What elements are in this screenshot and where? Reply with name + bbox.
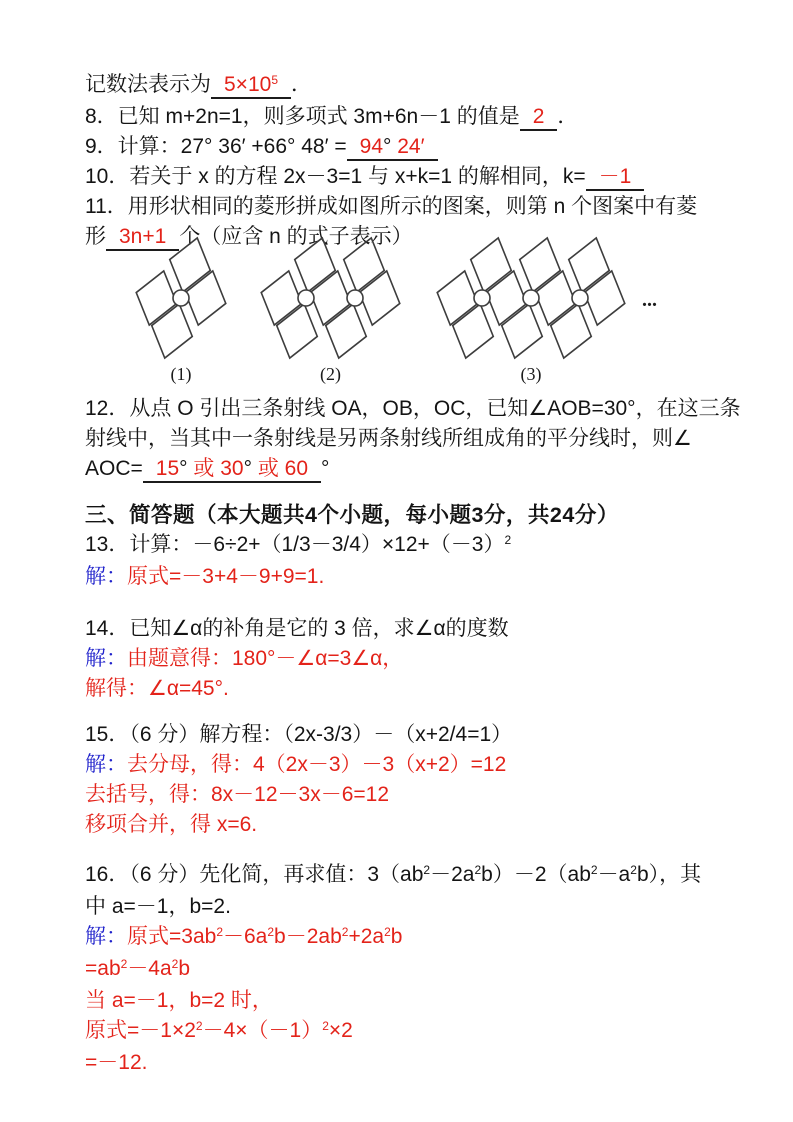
- text-segment: b: [390, 925, 403, 948]
- text-segment: 14．已知∠α的补角是它的 3 倍，求∠α的度数: [85, 617, 509, 640]
- text-segment: ．: [557, 105, 579, 128]
- text-segment: －1: [598, 165, 632, 188]
- q11-line-1: [85, 192, 735, 222]
- answer-blank: [520, 105, 558, 131]
- superscript-text: 2: [171, 957, 179, 971]
- rhombus-pattern-svg: [85, 236, 717, 386]
- text-segment: 原式=3ab: [127, 925, 217, 948]
- text-segment: 射线中，当其中一条射线是另两条射线所组成角的平分线时，则∠: [85, 427, 692, 450]
- text-segment: 15．（6 分）解方程：（2x-3/3）－（x+2/4=1）: [85, 723, 513, 746]
- text-segment: －4×（－1）: [202, 1019, 323, 1042]
- superscript-text: 2: [423, 863, 431, 877]
- hub-circle: [298, 290, 314, 306]
- superscript-text: 2: [504, 533, 512, 547]
- text-segment: －4a: [127, 957, 172, 980]
- superscript-text: 2: [590, 863, 598, 877]
- q16-solution-3: [85, 986, 735, 1016]
- text-segment: 解：: [85, 753, 127, 776]
- text-segment: =－12.: [85, 1051, 148, 1074]
- text-segment: ′: [420, 135, 425, 158]
- superscript-text: 2: [341, 925, 349, 939]
- text-segment: °: [243, 457, 258, 480]
- text-segment: 三、简答题（本大题共4个小题，每小题3分，共24分）: [85, 503, 619, 527]
- superscript-text: 2: [630, 863, 637, 877]
- q12-line-2: [85, 424, 735, 454]
- text-segment: 当 a=－1，b=2 时，: [85, 989, 273, 1012]
- text-segment: ×2: [328, 1019, 353, 1042]
- q16-solution-5: [85, 1048, 735, 1078]
- text-segment: ．: [291, 73, 312, 96]
- section-3-heading: [85, 500, 735, 530]
- text-segment: 9．计算：27° 36′ +66° 48′ =: [85, 135, 347, 158]
- superscript-text: 5: [271, 73, 278, 87]
- text-segment: －6a: [223, 925, 268, 948]
- text-segment: 解得：∠α=45°.: [85, 677, 229, 700]
- q15-solution-3: [85, 810, 735, 840]
- q8-line: [85, 102, 735, 132]
- q16-line-1: [85, 860, 735, 892]
- figure-label: (3): [520, 364, 542, 384]
- q14-line: [85, 614, 735, 644]
- figure-label: (1): [170, 364, 192, 384]
- text-segment: 个（应含 n 的式子表示）: [179, 225, 413, 248]
- answer-blank: [143, 457, 321, 483]
- hub-circle: [173, 290, 189, 306]
- text-segment: 由题意得：180°－∠α=3∠α，: [127, 647, 404, 670]
- q16-line-2: [85, 892, 735, 922]
- q9-line: [85, 132, 735, 162]
- text-segment: °: [383, 135, 398, 158]
- text-segment: °: [179, 457, 194, 480]
- q12-line-1: [85, 394, 741, 424]
- superscript-text: 2: [120, 957, 128, 971]
- superscript-text: 2: [216, 925, 223, 939]
- text-segment: 形: [85, 225, 106, 248]
- superscript-text: 2: [195, 1019, 203, 1033]
- text-segment: 11．用形状相同的菱形拼成如图所示的图案，则第 n 个图案中有菱: [85, 195, 698, 218]
- text-segment: 原式=－1×2: [85, 1019, 196, 1042]
- q16-solution-4: [85, 1016, 735, 1048]
- text-segment: 24: [397, 135, 421, 158]
- answer-blank: [586, 165, 645, 191]
- q13-line: [85, 530, 735, 562]
- superscript-text: 2: [322, 1019, 329, 1033]
- q15-line: [85, 720, 735, 750]
- text-segment: b: [178, 957, 191, 980]
- text-segment: b－2ab: [274, 925, 342, 948]
- text-segment: 中 a=－1，b=2.: [85, 895, 231, 918]
- text-segment: 解：: [85, 647, 127, 670]
- hub-circle: [474, 290, 490, 306]
- q10-line: [85, 162, 735, 192]
- q11-pattern-figure: [85, 236, 735, 392]
- text-segment: －a: [597, 863, 631, 886]
- hub-circle: [523, 290, 539, 306]
- text-segment: 解：: [85, 565, 127, 588]
- ellipsis-text: ...: [642, 289, 657, 311]
- answer-blank: [347, 135, 438, 161]
- q13-solution: [85, 562, 735, 592]
- text-segment: 记数法表示为: [85, 73, 211, 96]
- superscript-text: 2: [384, 925, 391, 939]
- text-segment: 16．（6 分）先化简，再求值：3（ab: [85, 863, 424, 886]
- text-segment: 94: [359, 135, 384, 158]
- q16-solution-2: [85, 954, 735, 986]
- text-segment: °: [321, 457, 330, 480]
- q14-solution-2: [85, 674, 735, 704]
- text-segment: 13．计算：－6÷2+（1/3－3/4）×12+（－3）: [85, 533, 505, 556]
- answer-blank: [211, 73, 291, 99]
- hub-circle: [572, 290, 588, 306]
- q16-solution-1: [85, 922, 735, 954]
- text-segment: 3n+1: [119, 225, 167, 248]
- text-segment: 8．已知 m+2n=1，则多项式 3m+6n－1 的值是: [85, 105, 520, 128]
- text-segment: +2a: [348, 925, 385, 948]
- q7-answer-line: [85, 70, 735, 102]
- q14-solution-1: [85, 644, 735, 674]
- q15-solution-2: [85, 780, 735, 810]
- text-segment: 原式=－3+4－9+9=1.: [127, 565, 325, 588]
- text-segment: =ab: [85, 957, 121, 980]
- q12-line-3: [85, 454, 735, 484]
- text-segment: 去括号，得：8x－12－3x－6=12: [85, 783, 390, 806]
- text-segment: 解：: [85, 925, 127, 948]
- text-segment: －2a: [430, 863, 475, 886]
- figure-label: (2): [320, 364, 341, 384]
- superscript-text: 2: [474, 863, 482, 877]
- text-segment: 去分母，得：4（2x－3）－3（x+2）=12: [127, 753, 507, 776]
- text-segment: b），其: [636, 863, 702, 886]
- text-segment: 或 30: [193, 457, 244, 480]
- q15-solution-1: [85, 750, 735, 780]
- text-segment: 移项合并，得 x=6.: [85, 813, 258, 836]
- superscript-text: 2: [267, 925, 275, 939]
- text-segment: 12．从点 O 引出三条射线 OA，OB，OC，已知∠AOB=30°，在这三条: [85, 397, 741, 420]
- text-segment: AOC=: [85, 457, 143, 480]
- hub-circle: [347, 290, 363, 306]
- text-segment: 15: [155, 457, 180, 480]
- text-segment: 5×10: [224, 73, 272, 96]
- text-segment: 2: [532, 105, 545, 128]
- text-segment: 或 60: [257, 457, 309, 480]
- text-segment: 10．若关于 x 的方程 2x－3=1 与 x+k=1 的解相同，k=: [85, 165, 586, 188]
- text-segment: b）－2（ab: [481, 863, 591, 886]
